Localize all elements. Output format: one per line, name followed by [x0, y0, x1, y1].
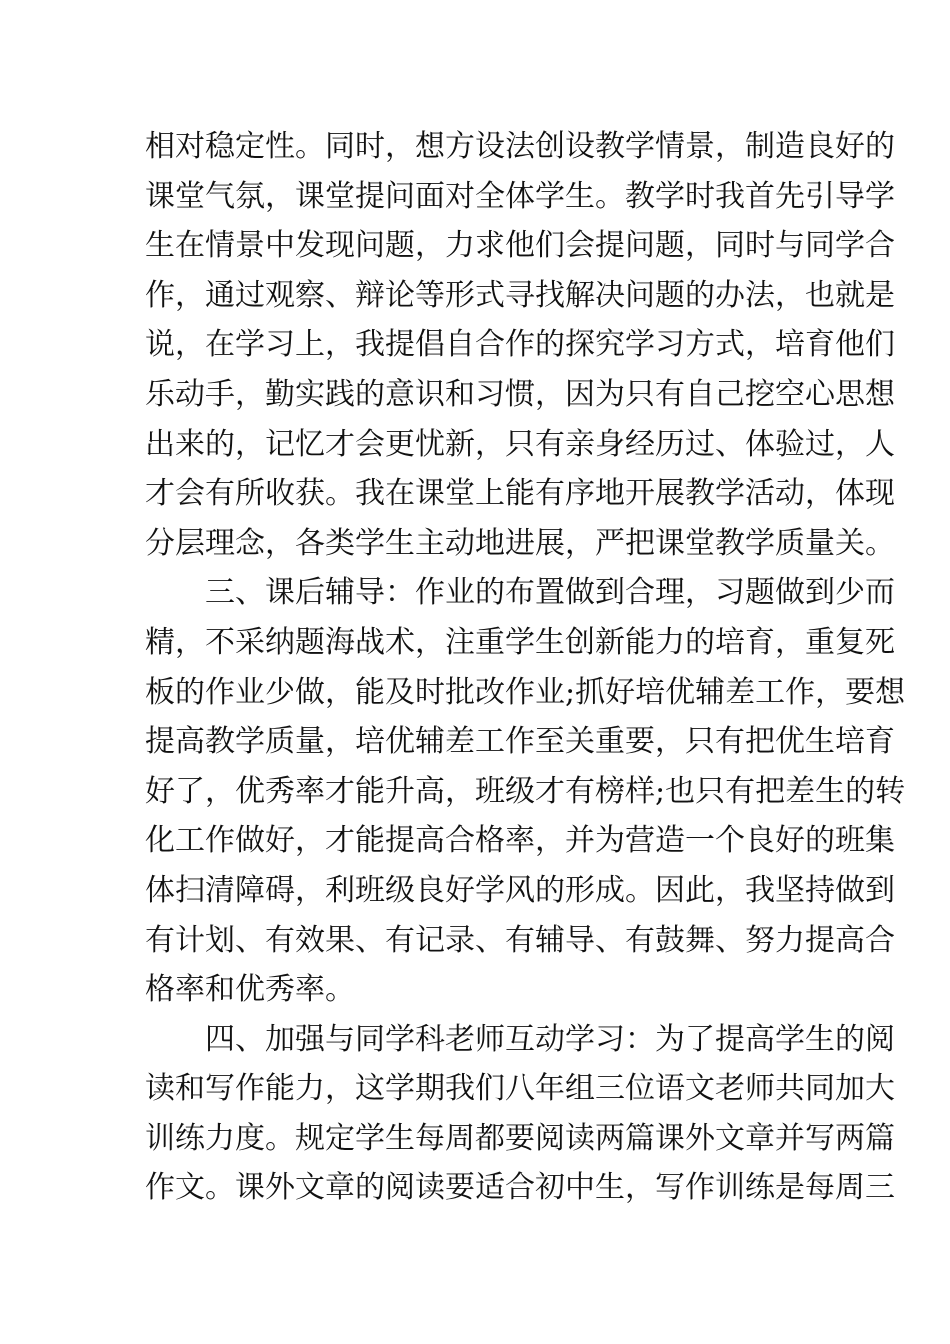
- text-line: 作文。课外文章的阅读要适合初中生，写作训练是每周三: [145, 1170, 895, 1206]
- text-line: 好了，优秀率才能升高，班级才有榜样;也只有把差生的转: [145, 773, 906, 809]
- text-line: 说，在学习上，我提倡自合作的探究学习方式，培育他们: [145, 327, 895, 363]
- text-line: 读和写作能力，这学期我们八年组三位语文老师共同加大: [145, 1071, 895, 1107]
- text-line: 格率和优秀率。: [145, 972, 355, 1008]
- body-text: [145, 122, 906, 1213]
- text-line: 才会有所收获。我在课堂上能有序地开展教学活动，体现: [145, 476, 895, 512]
- text-line: 有计划、有效果、有记录、有辅导、有鼓舞、努力提高合: [145, 922, 895, 958]
- text-line: 体扫清障碍，利班级良好学风的形成。因此，我坚持做到: [145, 872, 895, 908]
- text-line: 课堂气氛，课堂提问面对全体学生。教学时我首先引导学: [145, 178, 895, 214]
- text-line: 出来的，记忆才会更忧新，只有亲身经历过、体验过，人: [145, 426, 895, 462]
- paragraph-start-line: 三、课后辅导：作业的布置做到合理，习题做到少而: [205, 575, 895, 611]
- text-line: 板的作业少做，能及时批改作业;抓好培优辅差工作，要想: [145, 674, 906, 710]
- text-line: 训练力度。规定学生每周都要阅读两篇课外文章并写两篇: [145, 1120, 895, 1156]
- text-line: 分层理念，各类学生主动地进展，严把课堂教学质量关。: [145, 525, 895, 561]
- text-line: 提高教学质量，培优辅差工作至关重要，只有把优生培育: [145, 724, 895, 760]
- text-line: 乐动手，勤实践的意识和习惯，因为只有自己挖空心思想: [145, 376, 895, 412]
- text-line: 生在情景中发现问题，力求他们会提问题，同时与同学合: [145, 228, 895, 264]
- text-line: 相对稳定性。同时，想方设法创设教学情景，制造良好的: [145, 129, 895, 164]
- paragraph-start-line: 四、加强与同学科老师互动学习：为了提高学生的阅: [205, 1021, 895, 1057]
- text-line: 精，不采纳题海战术，注重学生创新能力的培育，重复死: [145, 624, 895, 660]
- text-line: 化工作做好，才能提高合格率，并为营造一个良好的班集: [145, 823, 895, 859]
- text-line: 作，通过观察、辩论等形式寻找解决问题的办法，也就是: [145, 277, 895, 313]
